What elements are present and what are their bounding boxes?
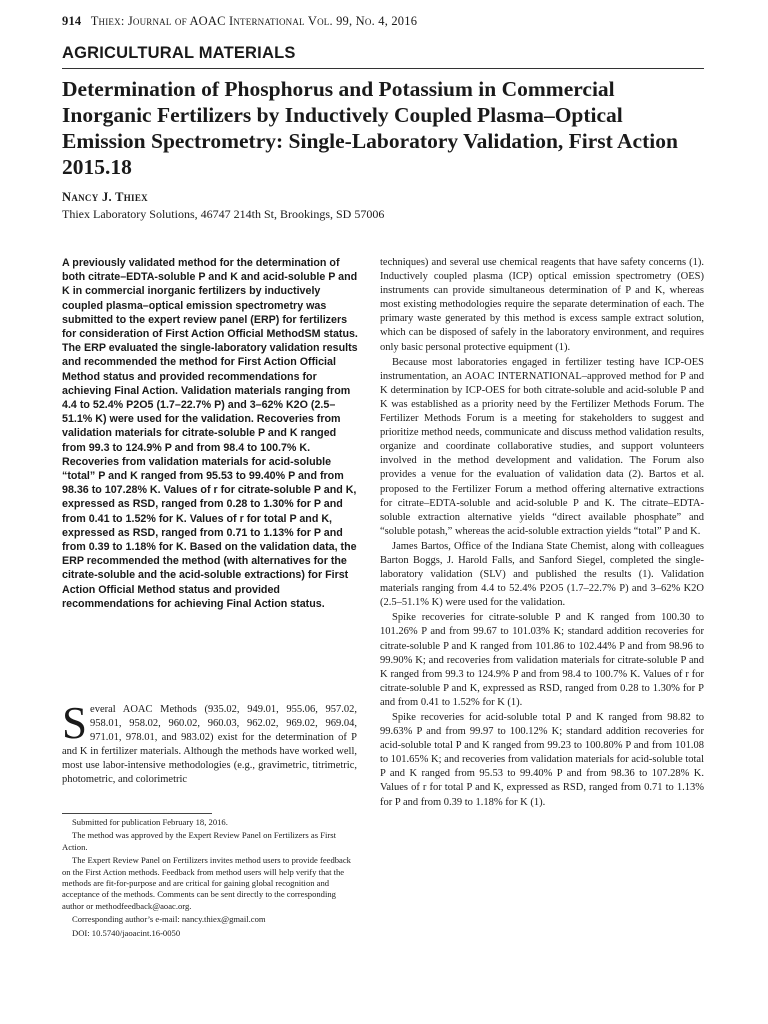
author-name: Nancy J. Thiex (62, 190, 148, 204)
footnote-feedback: The Expert Review Panel on Fertilizers invites method users to provide feedback on the First Action methods. Feedback from method users will help verify that the methods are fit-for-purpose and are critical for gaining global recognition and acceptance of the methods. Comments can be sent directly to the corresponding author or methodfeedback@aoac.org. (62, 855, 351, 911)
body-paragraph: Because most laboratories engaged in fertilizer testing have ICP-OES instrumentation, an AOAC INTERNATIONAL–approved method for P and K determination by ICP-OES for both citrate-soluble and acid-soluble P and K was established as a priority need by the Fertilizer Methods Forum. The Fertilizer Methods Forum is a meeting for stakeholders to suggest and prioritize method needs, communicate and discuss method validation results, organize and coordinate collaborative studies, and support volunteers involved in the method development and validation. The Forum also provides a venue for the evaluation of validation data (2). Bartos et al. proposed to the Fertilizer Forum a method offering alternative extractions for citrate–EDTA-soluble and acid-soluble P and K. The citrate–EDTA-soluble extraction alternative yields “direct available phosphate” and “soluble potash,” whereas the acid-soluble extraction yields “total” P and K. (380, 356, 704, 537)
footnote-approval: The method was approved by the Expert Review Panel on Fertilizers as First Action. (62, 830, 336, 852)
drop-cap: S (62, 698, 88, 748)
body-paragraph: James Bartos, Office of the Indiana State Chemist, along with colleagues Barton Boggs, J. Harold Falls, and Sanford Siegel, completed the single-laboratory validation (SLV) and published the results (1). Validation materials ranging from 4.4 to 52.4% P2O5 (1.7–22.7% P) and 3–62% K2O (2.5–51.1% K) were used for the validation. (380, 540, 704, 609)
introduction-text: everal AOAC Methods (935.02, 949.01, 955.06, 957.02, 958.01, 958.02, 960.02, 960.03, 962.02, 969.02, 969.04, 971.01, 978.01, and 983.02) exist for the determination of P and K in fertilizer materials. Although the methods have worked well, most use labor-intensive methodologies (e.g., gravimetric, titrimetric, photometric, and colorimetric (62, 704, 357, 786)
page-number: 914 (62, 14, 82, 28)
journal-citation: Thiex: Journal of AOAC International Vol. 99, No. 4, 2016 (90, 14, 418, 28)
section-label: AGRICULTURAL MATERIALS (62, 44, 296, 62)
body-paragraph: techniques) and several use chemical reagents that have safety concerns (1). Inductively coupled plasma (ICP) optical emission spectrometry (OES) instruments can provide simultaneous determination of P and K, whereas most existing methodologies require the separate determination of each. The primary waste generated by this method is excess sample extract solution, which can be disposed of safely in the laboratory environment, and requires only basic personal protective equipment (1). (380, 257, 704, 353)
introduction-paragraph (62, 698, 357, 788)
right-column (380, 256, 704, 811)
footnote-doi: DOI: 10.5740/jaoacint.16-0050 (72, 927, 181, 938)
running-head (62, 14, 417, 29)
footnote-divider (62, 813, 212, 814)
footnotes (62, 817, 360, 941)
section-divider (62, 68, 704, 69)
article-title: Determination of Phosphorus and Potassium in Commercial Inorganic Fertilizers by Inductively Coupled Plasma–Optical Emission Spectrometry: Single-Laboratory Validation, First Action 2015.18 (62, 77, 678, 179)
author-affiliation: Thiex Laboratory Solutions, 46747 214th St, Brookings, SD 57006 (62, 207, 385, 221)
abstract: A previously validated method for the determination of both citrate–EDTA-soluble P and K and acid-soluble P and K in commercial inorganic fertilizers by inductively coupled plasma–optical emission spectrometry was submitted to the expert review panel (ERP) for fertilizers for consideration of First Action Official MethodSM status. The ERP evaluated the single-laboratory validation results and recommended the method for First Action Official Method status and provided recommendations for achieving Final Action. Validation materials ranging from 4.4 to 52.4% P2O5 (1.7–22.7% P) and 3–62% K2O (2.5–51.1% K) were used for the validation. Recoveries from validation materials for citrate-soluble P and K ranged from 99.3 to 124.9% P and from 98.4 to 100.7% K. Recoveries from validation materials for acid-soluble “total” P and K ranged from 95.53 to 99.40% P and from 98.36 to 107.28% K. Values of r for citrate-soluble P and K, expressed as RSD, ranged from 0.28 to 1.30% for P and from 0.41 to 1.52% for K. Values of r for total P and K, expressed as RSD, ranged from 0.71 to 1.13% for P and from 0.39 to 1.18% for K. Based on the validation data, the ERP recommended the method (with alternatives for the citrate-soluble and the acid-soluble extractions) for First Action Official Method status and provided recommendations for achieving Final Action status. (62, 257, 358, 610)
body-paragraph: Spike recoveries for citrate-soluble P and K ranged from 100.30 to 101.26% P and from 99.67 to 101.03% K; standard addition recoveries for citrate-soluble P and K ranged from 101.86 to 102.44% P and from 98.96 to 99.90% K; and recoveries from validation materials for citrate-soluble P and K ranged from 99.3 to 124.9% P and from 98.4 to 100.7% K. Values of r for citrate-soluble P and K, expressed as RSD, ranged from 0.28 to 1.30% for P and from 0.41 to 1.52% for K (1). (380, 612, 704, 708)
footnote-submitted: Submitted for publication February 18, 2016. (72, 817, 228, 827)
footnote-email: Corresponding author’s e-mail: nancy.thiex@gmail.com (72, 914, 266, 925)
body-paragraph: Spike recoveries for acid-soluble total P and K ranged from 98.82 to 99.63% P and from 99.97 to 100.12% K; standard addition recoveries for acid-soluble total P and K ranged from 99.23 to 100.80% P and from 101.08 to 101.65% K; and recoveries from validation materials for acid-soluble total P and K ranged from 95.53 to 99.40% P and from 98.36 to 107.28% K. Values of r for total P and K, expressed as RSD, ranged from 0.71 to 1.13% for P and from 0.39 to 1.18% for K (1). (380, 712, 704, 808)
